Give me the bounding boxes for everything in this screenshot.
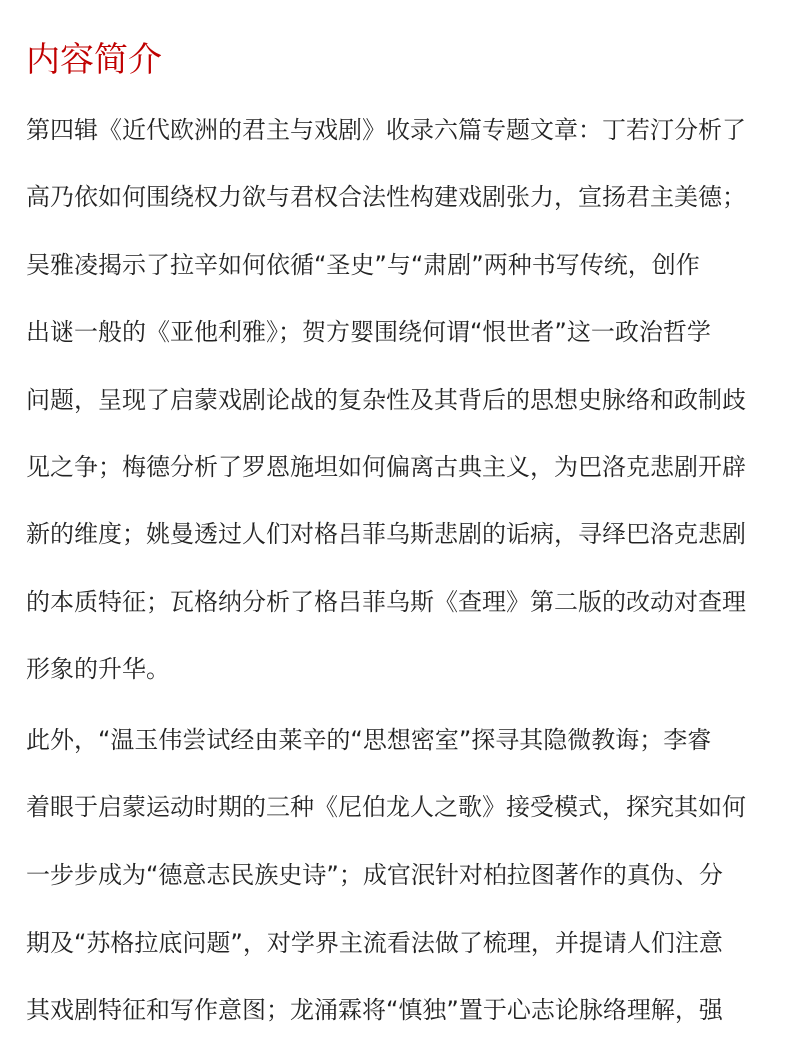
paragraph-1-line-8: 的本质特征；瓦格纳分析了格吕菲乌斯《查理》第二版的改动对查理 <box>26 588 746 616</box>
paragraph-2-line-1: 此外，“温玉伟尝试经由莱辛的“思想密室”探寻其隐微教诲；李睿 <box>26 726 712 754</box>
paragraph-2-line-4: 期及“苏格拉底问题”，对学界主流看法做了梳理，并提请人们注意 <box>26 929 723 957</box>
paragraph-1-line-7: 新的维度；姚曼透过人们对格吕菲乌斯悲剧的诟病，寻绎巴洛克悲剧 <box>26 520 746 548</box>
paragraph-2-line-5: 其戏剧特征和写作意图；龙涌霖将“慎独”置于心志论脉络理解，强 <box>26 996 723 1024</box>
paragraph-1-line-4: 出谜一般的《亚他利雅》；贺方婴围绕何谓“恨世者”这一政治哲学 <box>26 318 711 346</box>
paragraph-1-line-9: 形象的升华。 <box>26 655 170 683</box>
paragraph-1-line-6: 见之争；梅德分析了罗恩施坦如何偏离古典主义，为巴洛克悲剧开辟 <box>26 453 746 481</box>
paragraph-1-line-5: 问题，呈现了启蒙戏剧论战的复杂性及其背后的思想史脉络和政制歧 <box>26 386 746 414</box>
paragraph-1-line-2: 高乃依如何围绕权力欲与君权合法性构建戏剧张力，宣扬君主美德； <box>26 183 746 211</box>
paragraph-2-line-2: 着眼于启蒙运动时期的三种《尼伯龙人之歌》接受模式，探究其如何 <box>26 793 746 821</box>
paragraph-1-line-1: 第四辑《近代欧洲的君主与戏剧》收录六篇专题文章：丁若汀分析了 <box>26 116 746 144</box>
paragraph-1-line-3: 吴雅凌揭示了拉辛如何依循“圣史”与“肃剧”两种书写传统，创作 <box>26 251 700 279</box>
page-title: 内容简介 <box>26 40 162 80</box>
paragraph-2-line-3: 一步步成为“德意志民族史诗”；成官泯针对柏拉图著作的真伪、分 <box>26 861 723 889</box>
